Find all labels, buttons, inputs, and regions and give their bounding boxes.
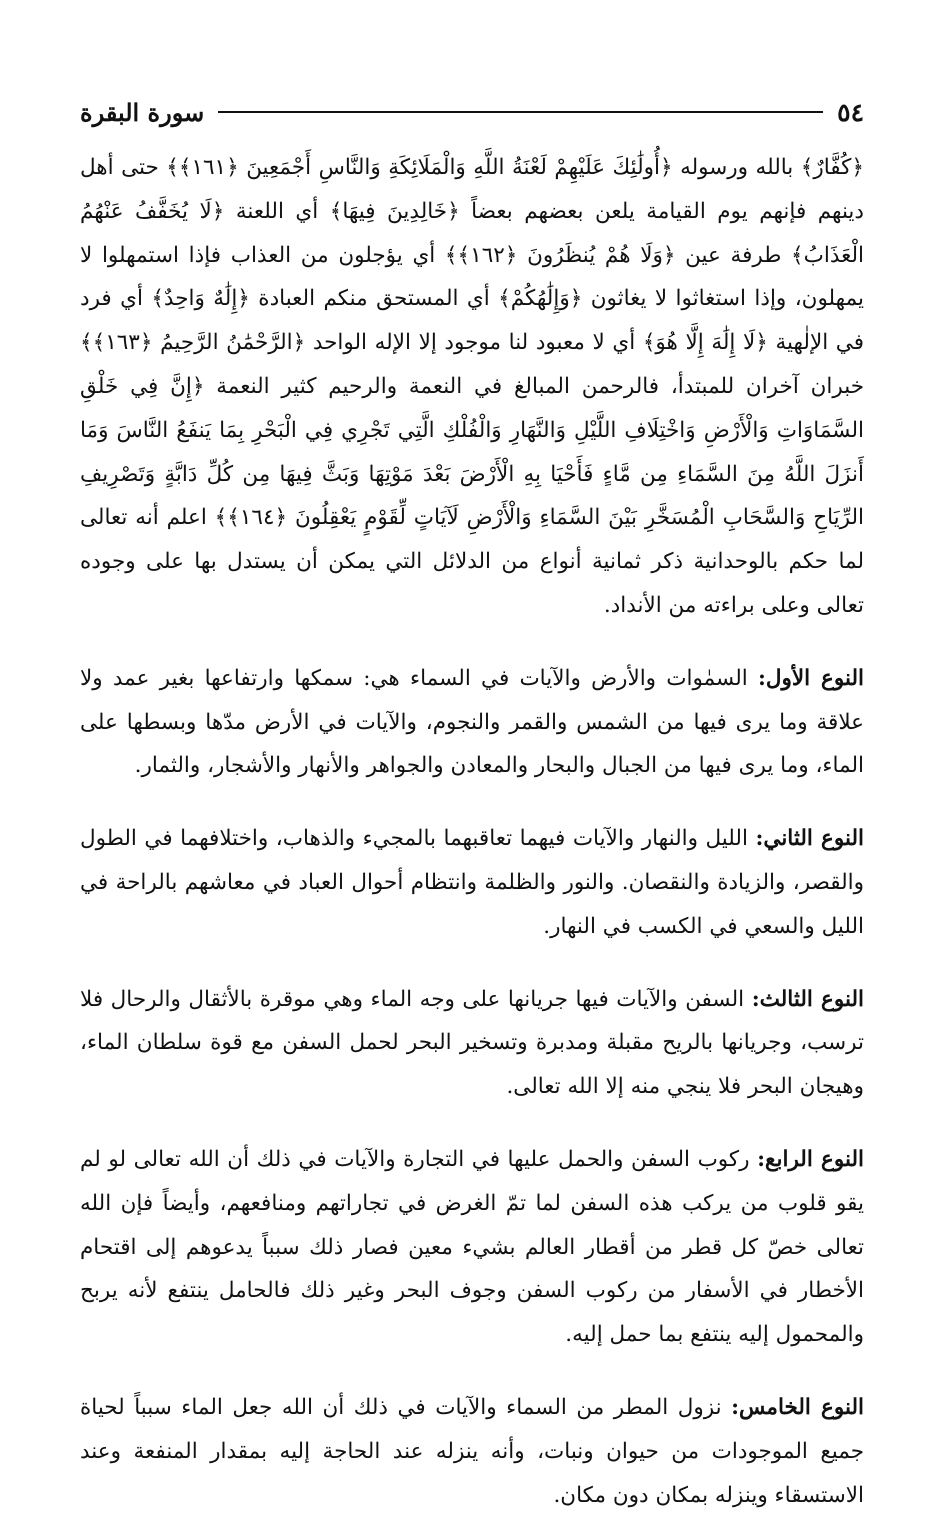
page-body <box>80 146 864 1517</box>
section-1-heading: النوع الأول: <box>757 665 864 691</box>
section-3-heading: النوع الثالث: <box>751 986 864 1012</box>
section-5 <box>80 1386 864 1517</box>
intro-paragraph: ﴿كُفَّارٌ﴾ بالله ورسوله ﴿أُولَٰئِكَ عَلَيْهِمْ لَعْنَةُ اللَّهِ وَالْمَلَائِكَةِ وَالنَّاسِ أَجْمَعِينَ ﴿١٦١﴾﴾ حتى أهل دينهم فإنهم يوم القيامة يلعن بعضهم بعضاً ﴿خَالِدِينَ فِيهَا﴾ أي اللعنة ﴿لَا يُخَفَّفُ عَنْهُمُ الْعَذَابُ﴾ طرفة عين ﴿وَلَا هُمْ يُنظَرُونَ ﴿١٦٢﴾﴾ أي يؤجلون من العذاب فإذا استمهلوا لا يمهلون، وإذا استغاثوا لا يغاثون ﴿وَإِلَٰهُكُمْ﴾ أي المستحق منكم العبادة ﴿إِلَٰهٌ وَاحِدٌ﴾ أي فرد في الإلٰهية ﴿لَا إِلَٰهَ إِلَّا هُوَ﴾ أي لا معبود لنا موجود إلا الإله الواحد ﴿الرَّحْمَٰنُ الرَّحِيمُ ﴿١٦٣﴾﴾ خبران آخران للمبتدأ، فالرحمن المبالغ في النعمة والرحيم كثير النعمة ﴿إِنَّ فِي خَلْقِ السَّمَاوَاتِ وَالْأَرْضِ وَاخْتِلَافِ اللَّيْلِ وَالنَّهَارِ وَالْفُلْكِ الَّتِي تَجْرِي فِي الْبَحْرِ بِمَا يَنفَعُ النَّاسَ وَمَا أَنزَلَ اللَّهُ مِنَ السَّمَاءِ مِن مَّاءٍ فَأَحْيَا بِهِ الْأَرْضَ بَعْدَ مَوْتِهَا وَبَثَّ فِيهَا مِن كُلِّ دَابَّةٍ وَتَصْرِيفِ الرِّيَاحِ وَالسَّحَابِ الْمُسَخَّرِ بَيْنَ السَّمَاءِ وَالْأَرْضِ لَآيَاتٍ لِّقَوْمٍ يَعْقِلُونَ ﴿١٦٤﴾﴾ اعلم أنه تعالى لما حكم بالوحدانية ذكر ثمانية أنواع من الدلائل التي يمكن أن يستدل بها على وجوده تعالى وعلى براءته من الأنداد. <box>80 155 864 618</box>
header-rule <box>218 111 823 113</box>
section-4-text: ركوب السفن والحمل عليها في التجارة والآيات في ذلك أن الله تعالى لو لم يقو قلوب من يركب هذه السفن لما تمّ الغرض في تجاراتهم ومنافعهم، وأيضاً فإن الله تعالى خصّ كل قطر من أقطار العالم بشيء معين فصار ذلك سبباً يدعوهم إلى اقتحام الأخطار في الأسفار من ركوب السفن وجوف البحر وغير ذلك فالحامل ينتفع لأنه يربح والمحمول إليه ينتفع بما حمل إليه. <box>80 1146 864 1348</box>
section-5-text: نزول المطر من السماء والآيات في ذلك أن الله جعل الماء سبباً لحياة جميع الموجودات من حيوان ونبات، وأنه ينزله عند الحاجة إليه بمقدار المنفعة وعند الاستسقاء وينزله بمكان دون مكان. <box>80 1394 864 1508</box>
surah-title: سورة البقرة <box>80 97 205 127</box>
section-3 <box>80 978 864 1109</box>
section-5-heading: النوع الخامس: <box>731 1394 864 1420</box>
section-1-text: السمٰوات والأرض والآيات في السماء هي: سمكها وارتفاعها بغير عمد ولا علاقة وما يرى فيها من الشمس والقمر والنجوم، والآيات في الأرض مدّها وبسطها على الماء، وما يرى فيها من الجبال والبحار والمعادن والجواهر والأنهار والأشجار، والثمار. <box>80 665 864 779</box>
page-header <box>80 92 864 132</box>
page-number: ٥٤ <box>837 97 864 127</box>
section-2-heading: النوع الثاني: <box>755 826 864 852</box>
section-2-text: الليل والنهار والآيات فيهما تعاقبهما بالمجيء والذهاب، واختلافهما في الطول والقصر، والزيادة والنقصان. والنور والظلمة وانتظام أحوال العباد في معاشهم بالراحة في الليل والسعي في الكسب في النهار. <box>80 826 864 939</box>
section-1 <box>80 657 864 788</box>
section-2 <box>80 817 864 948</box>
section-3-text: السفن والآيات فيها جريانها على وجه الماء وهي موقرة بالأثقال والرحال فلا ترسب، وجريانها بالريح مقبلة ومدبرة وتسخير البحر لحمل السفن مع قوة سلطان الماء، وهيجان البحر فلا ينجي منه إلا الله تعالى. <box>80 986 864 1100</box>
section-4-heading: النوع الرابع: <box>757 1146 864 1172</box>
section-4 <box>80 1138 864 1357</box>
